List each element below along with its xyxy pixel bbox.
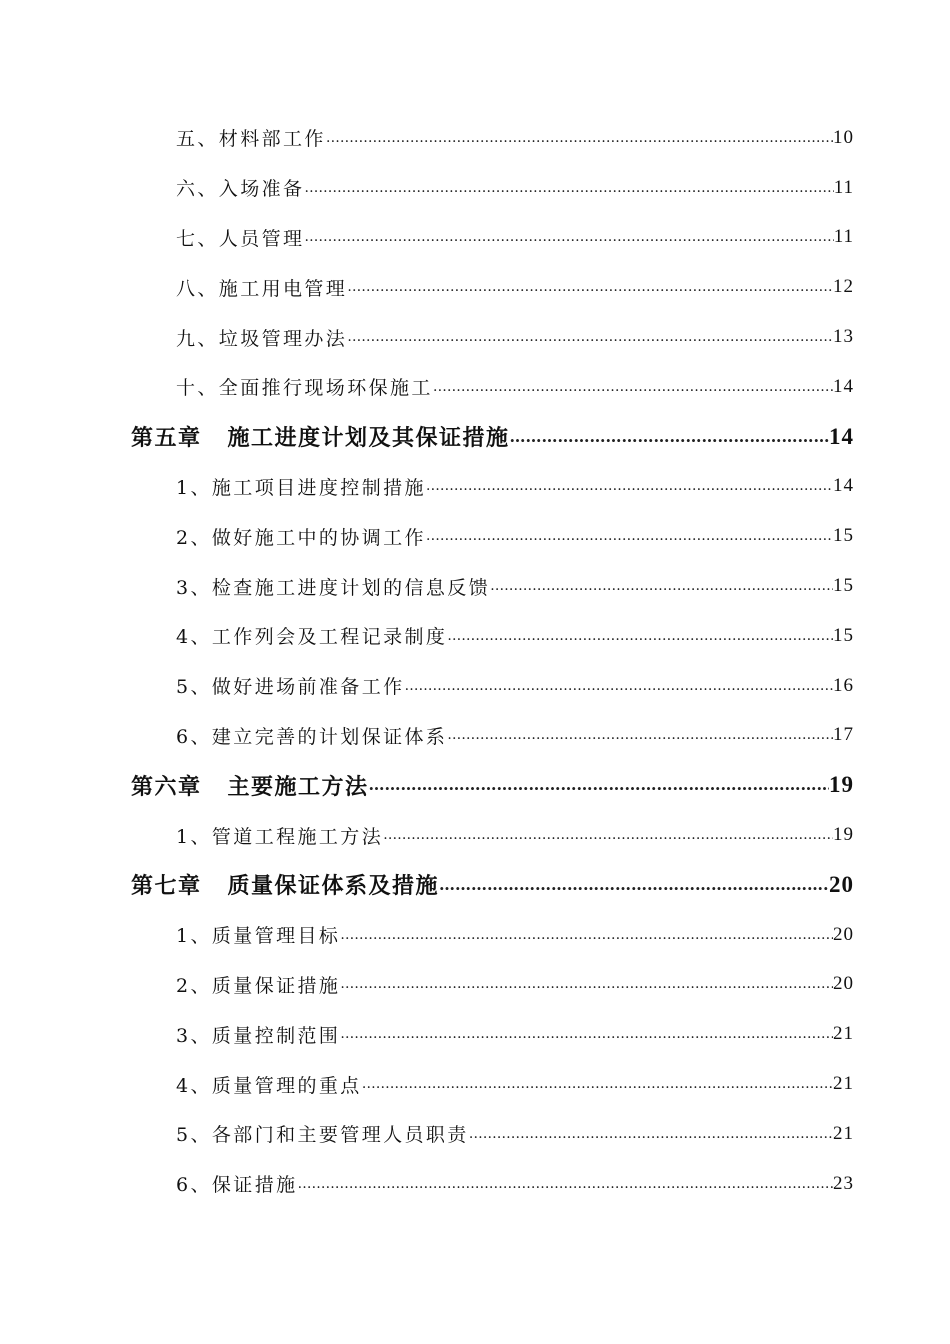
toc-entry-label: 2、质量保证措施: [176, 974, 341, 997]
toc-page-number: 21: [833, 1073, 854, 1095]
toc-page-number: 15: [833, 624, 854, 646]
toc-entry-label: 十、全面推行现场环保施工: [176, 377, 433, 400]
dot-leader: [326, 131, 833, 145]
toc-entry-label: 5、做好进场前准备工作: [176, 676, 405, 699]
toc-chapter-label: [131, 421, 510, 452]
toc-page-number: 15: [833, 575, 854, 597]
toc-chapter-entry[interactable]: [0, 860, 950, 910]
dot-leader: [362, 1077, 833, 1091]
toc-entry-label: 3、检查施工进度计划的信息反馈: [176, 576, 491, 599]
toc-entry[interactable]: [0, 1059, 950, 1109]
toc-chapter-entry[interactable]: [0, 760, 950, 810]
dot-leader: [510, 429, 829, 445]
dot-leader: [340, 928, 833, 942]
dot-leader: [304, 230, 833, 244]
toc-entry[interactable]: [0, 262, 950, 312]
toc-page-number: 17: [833, 724, 854, 746]
dot-leader: [433, 380, 833, 394]
toc-page-number: 23: [833, 1172, 854, 1194]
toc-entry-label: 六、入场准备: [176, 178, 305, 201]
toc-entry-label: 4、工作列会及工程记录制度: [176, 626, 448, 649]
toc-entry-label: 1、施工项目进度控制措施: [176, 476, 426, 499]
toc-entry-label: 九、垃圾管理办法: [176, 327, 348, 350]
toc-page-number: 15: [833, 525, 854, 547]
chapter-title: 施工进度计划及其保证措施: [227, 425, 510, 452]
toc-entry-label: 4、质量管理的重点: [176, 1074, 362, 1097]
dot-leader: [447, 728, 833, 742]
toc-entry[interactable]: [0, 312, 950, 362]
toc-page-number: 14: [833, 475, 854, 497]
toc-entry[interactable]: [0, 910, 950, 960]
toc-page-number: 21: [833, 1122, 854, 1144]
dot-leader: [426, 479, 833, 493]
chapter-title: 质量保证体系及措施: [227, 873, 440, 900]
dot-leader: [439, 877, 829, 893]
toc-entry-label: 6、保证措施: [176, 1174, 298, 1197]
toc-entry[interactable]: [0, 711, 950, 761]
dot-leader: [426, 529, 833, 543]
toc-entry[interactable]: [0, 810, 950, 860]
toc-entry-label: 1、管道工程施工方法: [176, 825, 384, 848]
toc-entry-label: 3、质量控制范围: [176, 1024, 341, 1047]
table-of-contents: [0, 113, 950, 1209]
toc-entry-label: 2、做好施工中的协调工作: [176, 526, 426, 549]
toc-page-number: 20: [829, 871, 854, 897]
chapter-number: 第五章: [131, 425, 202, 452]
toc-entry[interactable]: [0, 1009, 950, 1059]
dot-leader: [347, 280, 833, 294]
dot-leader: [405, 679, 834, 693]
toc-page-number: 19: [833, 824, 854, 846]
toc-page-number: 12: [833, 276, 854, 298]
toc-entry[interactable]: [0, 362, 950, 412]
dot-leader: [347, 330, 833, 344]
toc-page-number: 14: [829, 423, 854, 449]
toc-entry[interactable]: [0, 1159, 950, 1209]
toc-page-number: 10: [833, 126, 854, 148]
toc-entry[interactable]: [0, 113, 950, 163]
toc-chapter-label: [131, 770, 369, 801]
toc-page-number: 20: [833, 923, 854, 945]
dot-leader: [304, 181, 833, 195]
dot-leader: [469, 1127, 833, 1141]
toc-page-number: 20: [833, 973, 854, 995]
toc-entry[interactable]: [0, 1109, 950, 1159]
chapter-title: 主要施工方法: [227, 773, 369, 800]
dot-leader: [340, 977, 833, 991]
toc-entry-label: 七、人员管理: [176, 227, 305, 250]
toc-entry[interactable]: [0, 462, 950, 512]
toc-entry-label: 五、材料部工作: [176, 128, 326, 151]
toc-entry[interactable]: [0, 611, 950, 661]
toc-entry[interactable]: [0, 561, 950, 611]
dot-leader: [383, 828, 833, 842]
dot-leader: [369, 777, 829, 793]
toc-page-number: 14: [833, 375, 854, 397]
dot-leader: [447, 629, 833, 643]
toc-entry-label: 5、各部门和主要管理人员职责: [176, 1124, 469, 1147]
chapter-number: 第六章: [131, 773, 202, 800]
toc-page-number: 13: [833, 326, 854, 348]
toc-entry-label: 八、施工用电管理: [176, 277, 348, 300]
toc-page-number: 21: [833, 1023, 854, 1045]
toc-page-number: 11: [833, 226, 854, 248]
toc-entry-label: 6、建立完善的计划保证体系: [176, 725, 448, 748]
toc-page-number: 11: [833, 176, 854, 198]
toc-entry[interactable]: [0, 213, 950, 263]
toc-chapter-label: [131, 869, 439, 900]
toc-entry-label: 1、质量管理目标: [176, 925, 341, 948]
chapter-number: 第七章: [131, 873, 202, 900]
toc-entry[interactable]: [0, 163, 950, 213]
dot-leader: [490, 579, 833, 593]
dot-leader: [298, 1177, 834, 1191]
toc-chapter-entry[interactable]: [0, 412, 950, 462]
toc-page-number: 16: [833, 674, 854, 696]
toc-entry[interactable]: [0, 661, 950, 711]
toc-entry[interactable]: [0, 511, 950, 561]
toc-entry[interactable]: [0, 960, 950, 1010]
dot-leader: [340, 1027, 833, 1041]
toc-page-number: 19: [829, 772, 854, 798]
